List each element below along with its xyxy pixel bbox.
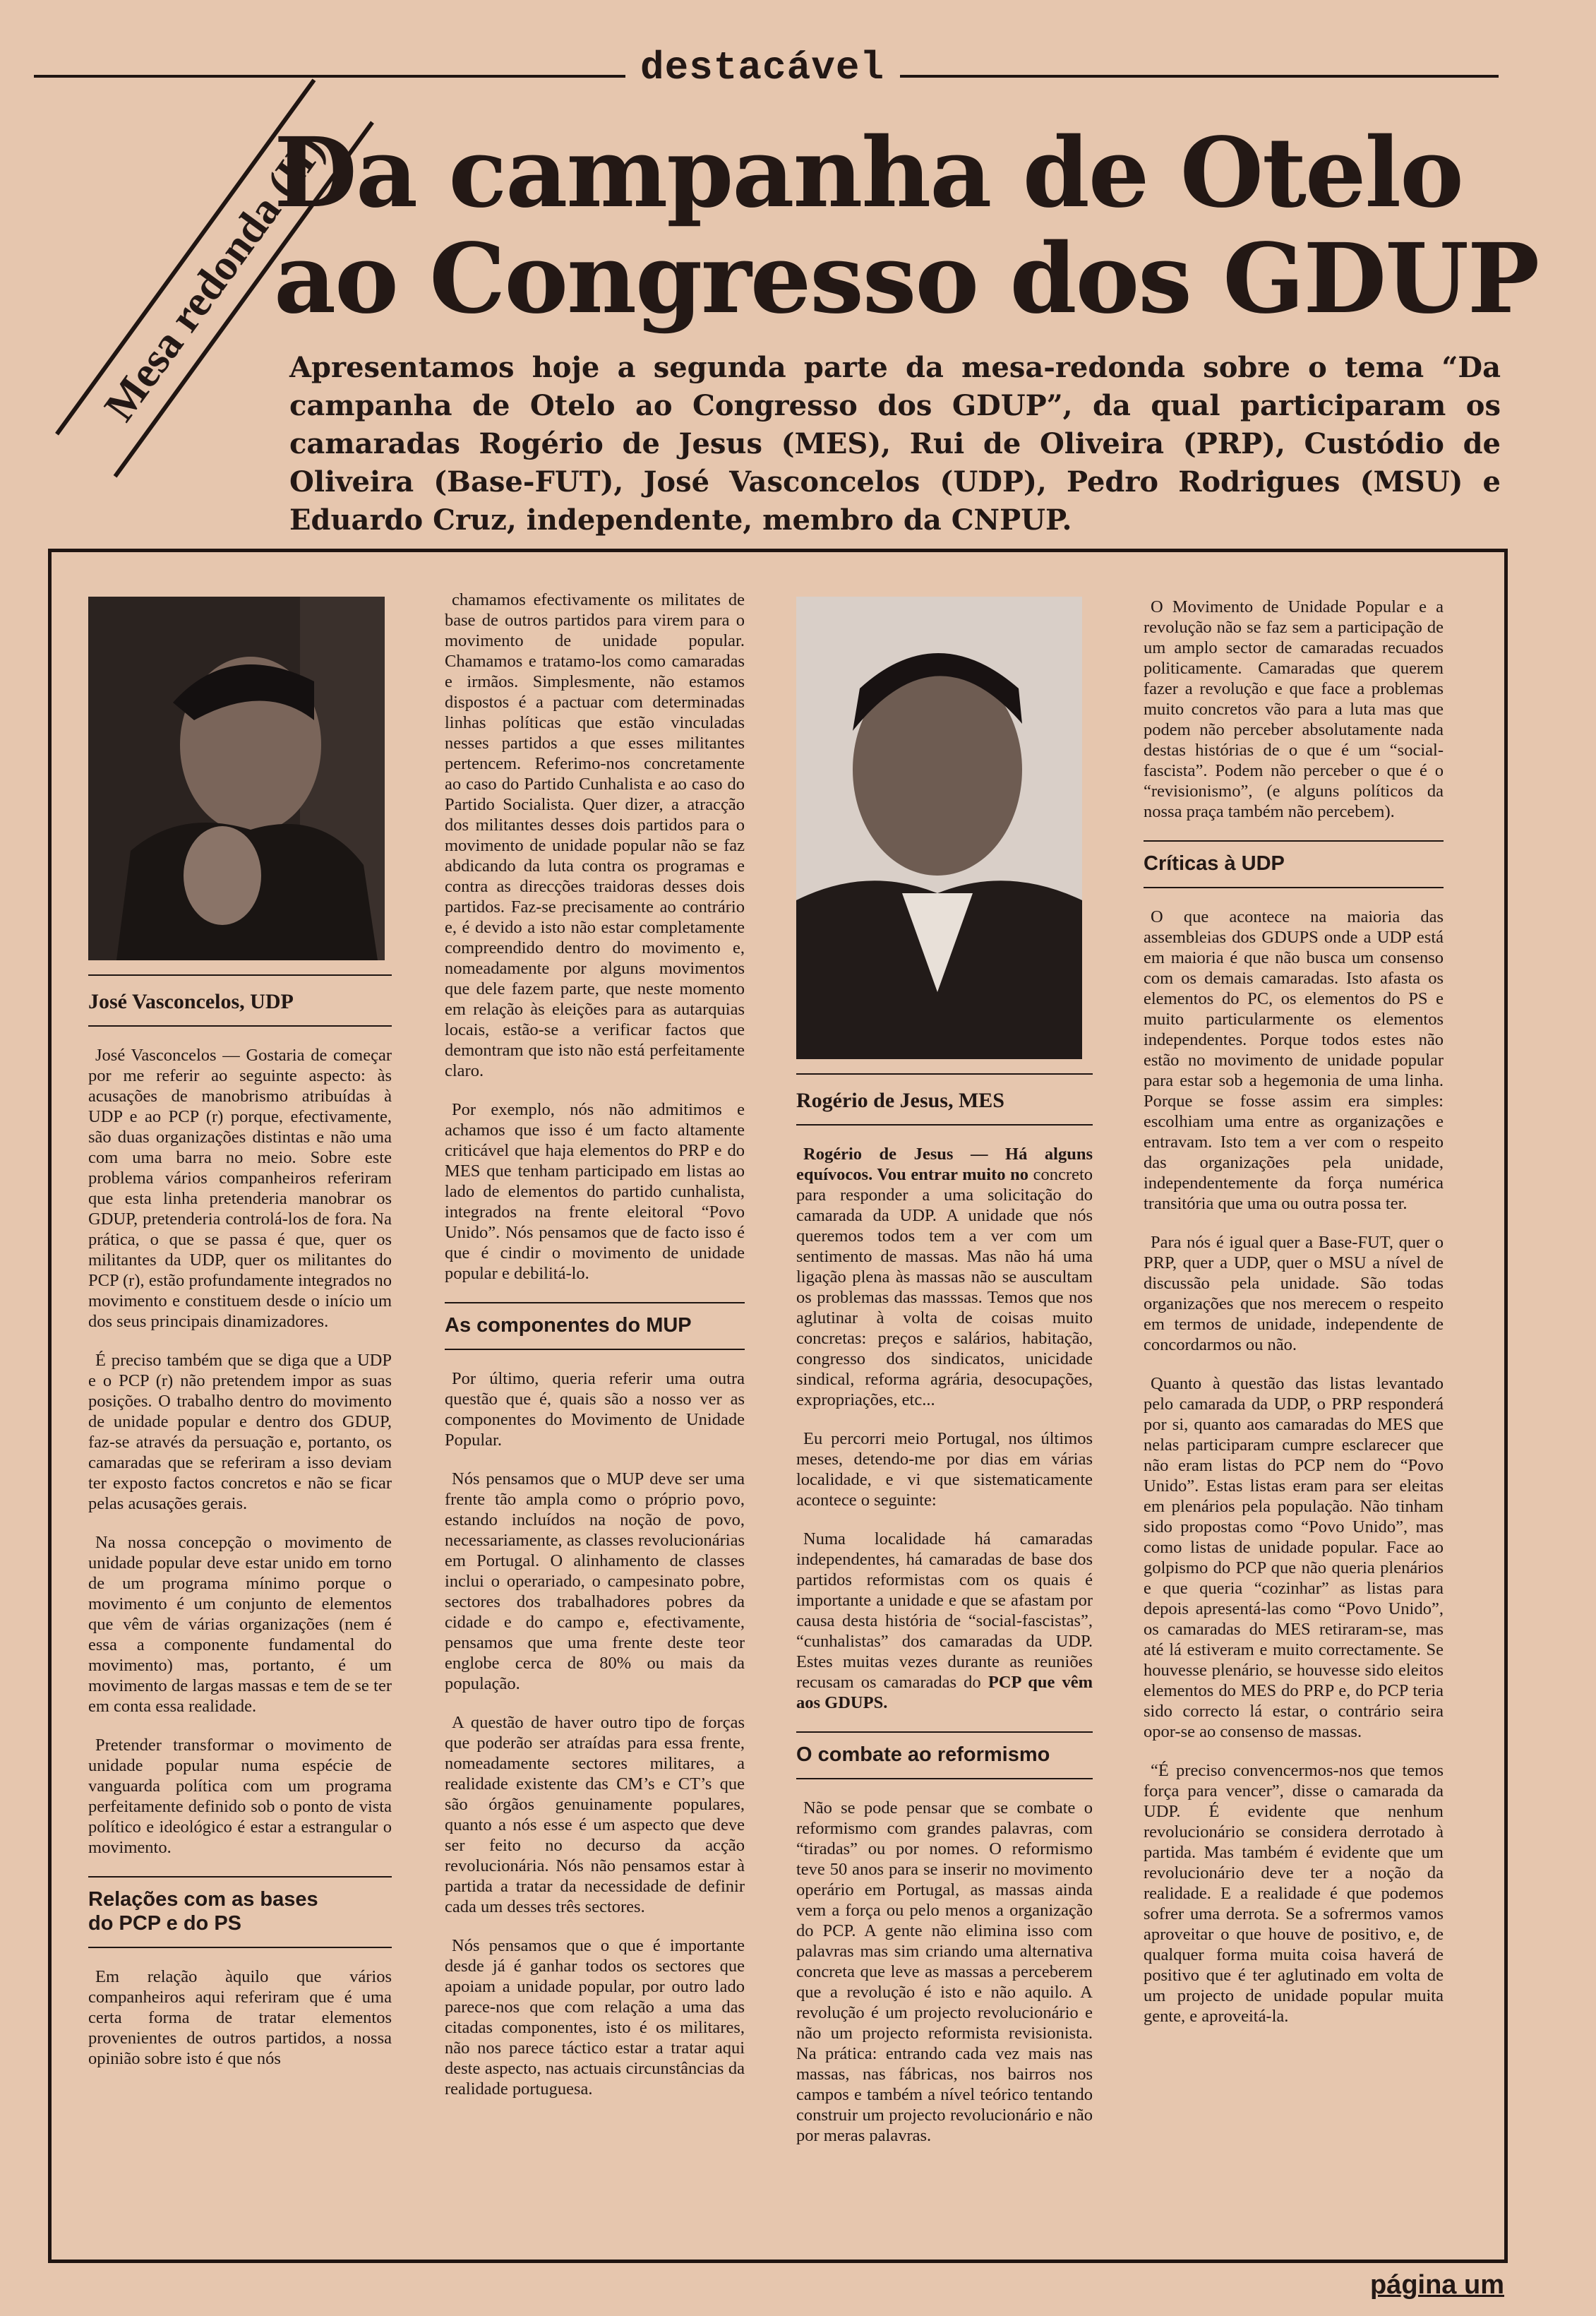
diagonal-banner: Mesa redonda (II) xyxy=(55,78,374,477)
headline-line-1: Da campanha de Otelo xyxy=(274,117,1463,229)
paragraph-text: Numa localidade há camaradas independentes, há camaradas de base dos partidos reformistas com os quais é importante a unidade e que se afastam por causa desta história de “social-fascistas”, “cunhalistas” dos camaradas da UDP. Estes muitas vezes durante as reuniões recusam os camaradas do xyxy=(796,1529,1093,1692)
paragraph: O Movimento de Unidade Popular e a revolução não se faz sem a participação de um amplo sector de camaradas recuados politicamente. Camaradas que querem fazer a revolução e que face a problemas muito concretos vão para a luta mas que podem não perceber absolutamente nada destas histórias de o que é um “social-fascista”. Podem não perceber o que é o “revisionismo”, (e alguns políticos da nossa praça também não percebem). xyxy=(1144,597,1444,821)
paragraph: A questão de haver outro tipo de forças que poderão ser atraídas para essa frente, nomeadamente sectores militares, a realidade existente das CM’s e CT’s que são órgãos genuinamente populares, quanto a nós esse é um aspecto que deve ser feito no decurso da acção revolucionária. Nós não pensamos estar à partida a tratar da necessidade de definir cada um desses três sectores. xyxy=(445,1713,745,1916)
paragraph: Não se pode pensar que se combate o reformismo com grandes palavras, com “tiradas” ou por nomes. O reformismo teve 50 anos para se inserir no movimento operário em Portugal, as massas ainda vem a força ou pelo menos a organização do PCP. A gente não elimina isso com palavras mas sim criando uma alternativa concreta que leve as massas a perceberem que a revolução é isto e não aquilo. A revolução é um projecto revolucionário e não um projecto reformista revisionista. Na prática: entrando cada vez mais nas massas, nas fábricas, nos bairros nos campos e também a nível teórico tentando construir um projecto revolucionário e não por meras palavras. xyxy=(796,1798,1093,2145)
caption-vasconcelos: José Vasconcelos, UDP xyxy=(88,974,392,1027)
paragraph xyxy=(88,1045,392,1332)
column-3 xyxy=(796,1144,1093,2164)
subheading-line: do PCP e do PS xyxy=(88,1912,242,1935)
speaker-name: José Vasconcelos — xyxy=(95,1046,240,1065)
paragraph: Em relação àquilo que vários companheiros aqui referiram que é uma certa forma de tratar elementos provenientes de outros partidos, a nossa opinião sobre isto é que nós xyxy=(88,1967,392,2068)
subheading: As componentes do MUP xyxy=(445,1302,745,1350)
speaker-name: Rogério de Jesus — Há alguns equívocos. Vou entrar muito no xyxy=(796,1145,1093,1184)
paragraph: Por exemplo, nós não admitimos e achamos que isso é um facto altamente criticável que haja elementos do PRP e do MES que tenham participado em listas ao lado de elementos do partido cunhalista, integrados na frente eleitoral “Povo Unido”. Nós pensamos que de facto isso é que é cindir o movimento de unidade popular e debilitá-lo. xyxy=(445,1100,745,1283)
headline xyxy=(274,117,1539,335)
subheading: O combate ao reformismo xyxy=(796,1731,1093,1779)
paragraph: Nós pensamos que o MUP deve ser uma frente tão ampla como o próprio povo, estando incluídos na noção de povo, necessariamente, as classes revolucionárias em Portugal. O alinhamento de classes inclui o operariado, o campesinato pobre, sectores dos trabalhadores pobres da cidade e do campo e, efectivamente, pensamos que uma frente deste teor englobe cerca de 80% ou mais da população. xyxy=(445,1469,745,1693)
photo-jesus xyxy=(796,597,1082,1059)
section-label: destacável xyxy=(640,45,885,90)
paragraph xyxy=(796,1144,1093,1410)
photo-vasconcelos xyxy=(88,597,385,960)
subheading: Críticas à UDP xyxy=(1144,840,1444,888)
subheading xyxy=(88,1876,392,1948)
page-folio: página um xyxy=(1369,2270,1504,2300)
portrait-image xyxy=(88,597,385,960)
paragraph xyxy=(796,1529,1093,1713)
paragraph: É preciso também que se diga que a UDP e o PCP (r) não pretendem impor as suas posições. O trabalho dentro do movimento de unidade popular e dentro dos GDUP, faz-se através da persuação e, portanto, os camaradas que se referiram a isso deviam ter exposto factos concretos e não se ficar pelas acusações gerais. xyxy=(88,1351,392,1513)
paragraph: Nós pensamos que o que é importante desde já é ganhar todos os sectores que apoiam a unidade popular, por outro lado parece-nos que com relação a uma das citadas componentes, isto é os militares, não nos parece táctico estar a tratar aqui deste aspecto, nas actuais circunstâncias da realidade portuguesa. xyxy=(445,1936,745,2099)
column-1 xyxy=(88,1045,392,2087)
paragraph: Para nós é igual quer a Base-FUT, quer o PRP, quer a UDP, quer o MSU a nível de discussão pela unidade. São todas organizações que nos merecem o respeito em termos de unidade, independente de concordarmos ou não. xyxy=(1144,1233,1444,1354)
portrait-image xyxy=(796,597,1082,1059)
paragraph: Quanto à questão das listas levantado pelo camarada da UDP, o PRP responderá por si, quanto aos camaradas do MES que nelas participaram cumpre esclarecer que não eram listas do PCP nem do “Povo Unido”. Estas listas eram para ser eleitas em plenários pela população. Não tinham sido propostas como “Povo Unido”, mas como listas de unidade popular. Face ao golpismo do PCP que não queria plenários e que queria “cozinhar” as listas para depois apresentá-las como “Povo Unido”, os camaradas do MES retiraram-se, mas até lá estiveram e muito correctamente. Se houvesse plenário, se houvesse sido eleitos elementos do MES do PRP e, do PCP teria sido correcto lá estar, o contrário seira opor-se ao consenso de massas. xyxy=(1144,1374,1444,1741)
paragraph: O que acontece na maioria das assembleias dos GDUPS onde a UDP está em maioria é que não busca um consenso com os demais camaradas. Isto afasta os elementos do PC, os elementos do PS e muito particularmente os elementos independentes. Porque todos estes não estão no movimento de unidade popular para estar sob a hegemonia de uma linha. Porque se fosse assim era simples: escolhiam uma entre as organizações e entravam. Isto tem a ver com o respeito das organizações pela unidade, independentemente da força numérica transitória que uma ou outra possa ter. xyxy=(1144,907,1444,1213)
lede-paragraph: Apresentamos hoje a segunda parte da mesa-redonda sobre o tema “Da campanha de Otelo ao Congresso dos GDUP”, da qual participaram os camaradas Rogério de Jesus (MES), Rui de Oliveira (PRP), Custódio de Oliveira (Base-FUT), José Vasconcelos (UDP), Pedro Rodrigues (MSU) e Eduardo Cruz, independente, membro da CNPUP. xyxy=(289,351,1501,537)
subheading-line: Relações com as bases xyxy=(88,1888,318,1911)
column-4 xyxy=(1144,597,1444,2045)
paragraph-text: Gostaria de começar por me referir ao seguinte aspecto: às acusações de manobrismo atribuídas à UDP e ao PCP (r) porque, efectivamente, são duas organizações distintas e não uma com uma barra no meio. Sobre este problema vários companheiros referiram que esta linha pretenderia manobrar os GDUP, pretenderia controlá-los de fora. Na prática, o que se passa é que, quer os militantes da UDP, quer os militantes do PCP (r), estão profundamente integrados no movimento e constituem desde o início um dos seus principais dinamizadores. xyxy=(88,1046,392,1331)
paragraph: chamamos efectivamente os militates de base de outros partidos para virem para o movimento de unidade popular. Chamamos e tratamo-los como camaradas e irmãos. Simplesmente, não estamos dispostos é a pactuar com determinadas linhas políticas que estão vinculadas nesses partidos a que esses militantes pertencem. Referimo-nos concretamente ao caso do Partido Cunhalista e ao caso do Partido Socialista. Quer dizer, a atracção dos militantes desses dois partidos para o movimento de unidade popular não se faz abdicando da luta contra os programas e contra as direcções traidoras desses dois partidos. Faz-se precisamente ao contrário e, é devido a isto não estar completamente compreendido dentro do movimento e, nomeadamente por alguns movimentos que dele fazem parte, que neste momento em relação às eleições para as autarquias locais, estão-se a verificar factos que demontram que isto não está perfeitamente claro. xyxy=(445,590,745,1080)
paragraph: Na nossa concepção o movimento de unidade popular deve estar unido em torno de um programa mínimo porque o movimento é um conjunto de elementos que vêm de várias organizações (nem é essa a componente fundamental do movimento) mas, portanto, é um movimento de largas massas e tem de se ter em conta essa realidade. xyxy=(88,1533,392,1716)
bold-text: PCP que vêm aos GDUPS. xyxy=(796,1673,1093,1712)
paragraph: Pretender transformar o movimento de unidade popular numa espécie de vanguarda política com um programa perfeitamente definido sob o ponto de vista político e ideológico é estar a estrangular o movimento. xyxy=(88,1736,392,1857)
caption-jesus: Rogério de Jesus, MES xyxy=(796,1073,1093,1126)
headline-line-2: ao Congresso dos GDUP xyxy=(274,222,1539,335)
top-rule-right xyxy=(900,75,1499,78)
paragraph: “É preciso convencermos-nos que temos força para vencer”, disse o camarada da UDP. É evidente que nenhum revolucionário se considera derrotado à partida. Mas também é evidente que um revolucionário deve ter a noção da realidade. E a realidade é que podemos sofrer uma derrota. Se a sofrermos vamos aproveitar o que houve de positivo, e, de qualquer forma muita coisa haverá de positivo que é ter aglutinado em volta de um projecto de unidade popular muita gente, e aproveitá-la. xyxy=(1144,1761,1444,2026)
paragraph-text: concreto para responder a uma solicitação do camarada da UDP. A unidade que nós queremos todos tem a ver com um sentimento de massas. Mas não há uma ligação plena às massas não se auscultam os problemas das masssas. Temos que nos aglutinar à volta de coisas muito concretas: preços e salários, habitação, congresso dos sindicatos, unicidade sindical, reforma agrária, desocupações, expropriações, etc... xyxy=(796,1165,1093,1409)
paragraph: Eu percorri meio Portugal, nos últimos meses, detendo-me por dias em várias localidade, e vi que sistematicamente acontece o seguinte: xyxy=(796,1429,1093,1510)
top-rule-left xyxy=(34,75,625,78)
paragraph: Por último, queria referir uma outra questão que é, quais são a nosso ver as componentes do Movimento de Unidade Popular. xyxy=(445,1369,745,1450)
column-2 xyxy=(445,590,745,2118)
